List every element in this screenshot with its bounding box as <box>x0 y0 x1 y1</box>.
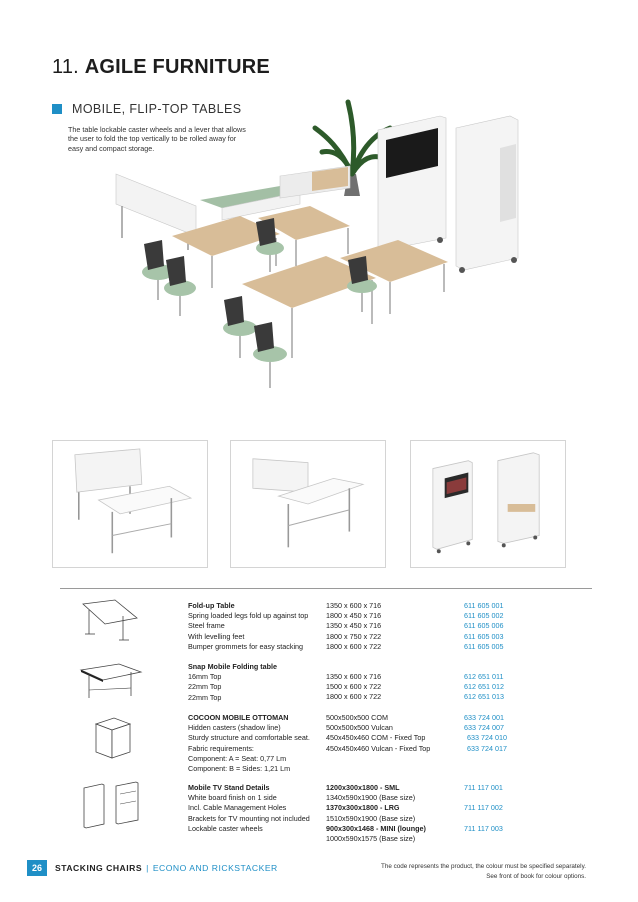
bench-illustration <box>200 166 350 220</box>
snap-table-description: Snap Mobile Folding table 16mm Top 22mm Top 22mm Top <box>188 662 278 702</box>
photo-snap-table <box>230 440 386 568</box>
chair-illustration <box>142 218 377 388</box>
snap-table-sizes: 1350 x 600 x 716 1500 x 600 x 722 1800 x 600 x 722 <box>326 672 382 702</box>
ottoman-sizes: 500x500x500 COM 500x500x500 Vulcan 450x450x460 COM - Fixed Top 450x450x460 Vulcan - Fixed Top <box>326 713 431 753</box>
ottoman-codes: 633 724 001 633 724 007 633 724 010 633 724 017 <box>464 713 507 753</box>
ottoman-description: COCOON MOBILE OTTOMAN Hidden casters (shadow line) Sturdy structure and comfortable seat. Fabric requirements: Component: A = Seat: 0,77 Lm Component: B = Sides: 1,21 Lm <box>188 713 310 774</box>
tv-stand-codes: 711 117 001 711 117 002 711 117 003 <box>464 783 503 833</box>
photo-tv-stand <box>410 440 566 568</box>
snap-table-codes: 612 651 011 612 651 012 612 651 013 <box>464 672 504 702</box>
hero-furniture-illustration <box>100 88 600 428</box>
divider <box>60 588 592 589</box>
tv-stand-description: Mobile TV Stand Details White board finish on 1 side Incl. Cable Management Holes Brackets for TV mounting not included Lockable caster wheels <box>188 783 310 833</box>
footer-note: The code represents the product, the colour must be specified separately. See front of book for colour options. <box>381 863 586 880</box>
footer-section-label: STACKING CHAIRS | ECONO AND RICKSTACKER <box>55 863 278 873</box>
chapter-title: AGILE FURNITURE <box>84 56 270 78</box>
fold-up-table-thumbnail <box>75 598 145 646</box>
intro-text: The table lockable caster wheels and a lever that allows the user to fold the top vertically to be rolled away for easy and compact storage. <box>68 125 246 153</box>
page-title <box>52 56 270 79</box>
chapter-number: 11. <box>52 56 79 78</box>
section-title: MOBILE, FLIP-TOP TABLES <box>72 102 242 116</box>
photo-fold-up-table <box>52 440 208 568</box>
fold-up-table-sizes: 1350 x 600 x 716 1800 x 450 x 716 1350 x 450 x 716 1800 x 750 x 722 1800 x 600 x 722 <box>326 601 382 651</box>
fold-up-table-codes: 611 605 001 611 605 002 611 605 006 611 605 003 611 605 005 <box>464 601 504 651</box>
snap-table-thumbnail <box>75 660 145 706</box>
ottoman-thumbnail <box>90 712 134 762</box>
page-number: 26 <box>27 860 47 876</box>
tv-stand-thumbnail <box>80 778 144 830</box>
section-square-icon <box>52 104 62 114</box>
fold-up-table-description: Fold-up Table Spring loaded legs fold up against top Steel frame With levelling feet Bumper grommets for easy stacking <box>188 601 309 651</box>
tv-stand-sizes: 1200x300x1800 - SML 1340x590x1900 (Base size) 1370x300x1800 - LRG 1510x590x1900 (Base size) 900x300x1468 - MINI (lounge) 1000x590x1575 (Base size) <box>326 783 426 844</box>
